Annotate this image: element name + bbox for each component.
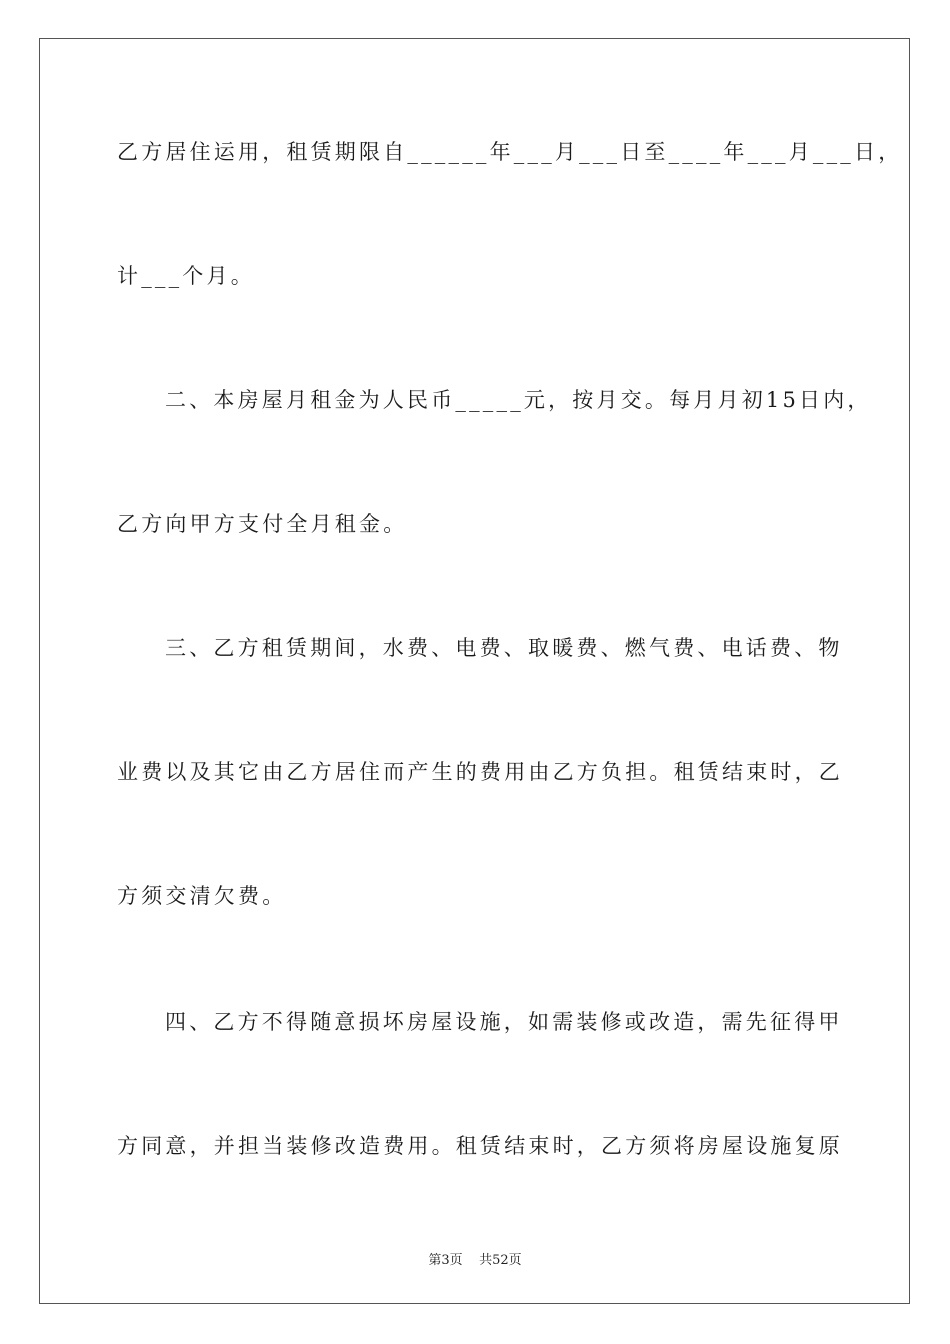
text-line: 方同意，并担当装修改造费用。租赁结束时，乙方须将房屋设施复原 [117,1134,843,1158]
paragraph-line: 二、本房屋月租金为人民币_____元，按月交。每月月初15日内， [165,388,872,412]
text-line: 计___个月。 [117,264,255,288]
page-frame [39,38,910,1304]
text-line: 方须交清欠费。 [117,884,287,908]
text-line: 乙方居住运用，租赁期限自______年___月___日至____年___月___日， [117,140,903,164]
text-line: 乙方向甲方支付全月租金。 [117,512,408,536]
paragraph-line: 三、乙方租赁期间，水费、电费、取暖费、燃气费、电话费、物 [165,636,843,660]
page-number: 第3页 共52页 [428,1253,522,1268]
paragraph-line: 四、乙方不得随意损坏房屋设施，如需装修或改造，需先征得甲 [165,1010,843,1034]
text-line: 业费以及其它由乙方居住而产生的费用由乙方负担。租赁结束时，乙 [117,760,843,784]
